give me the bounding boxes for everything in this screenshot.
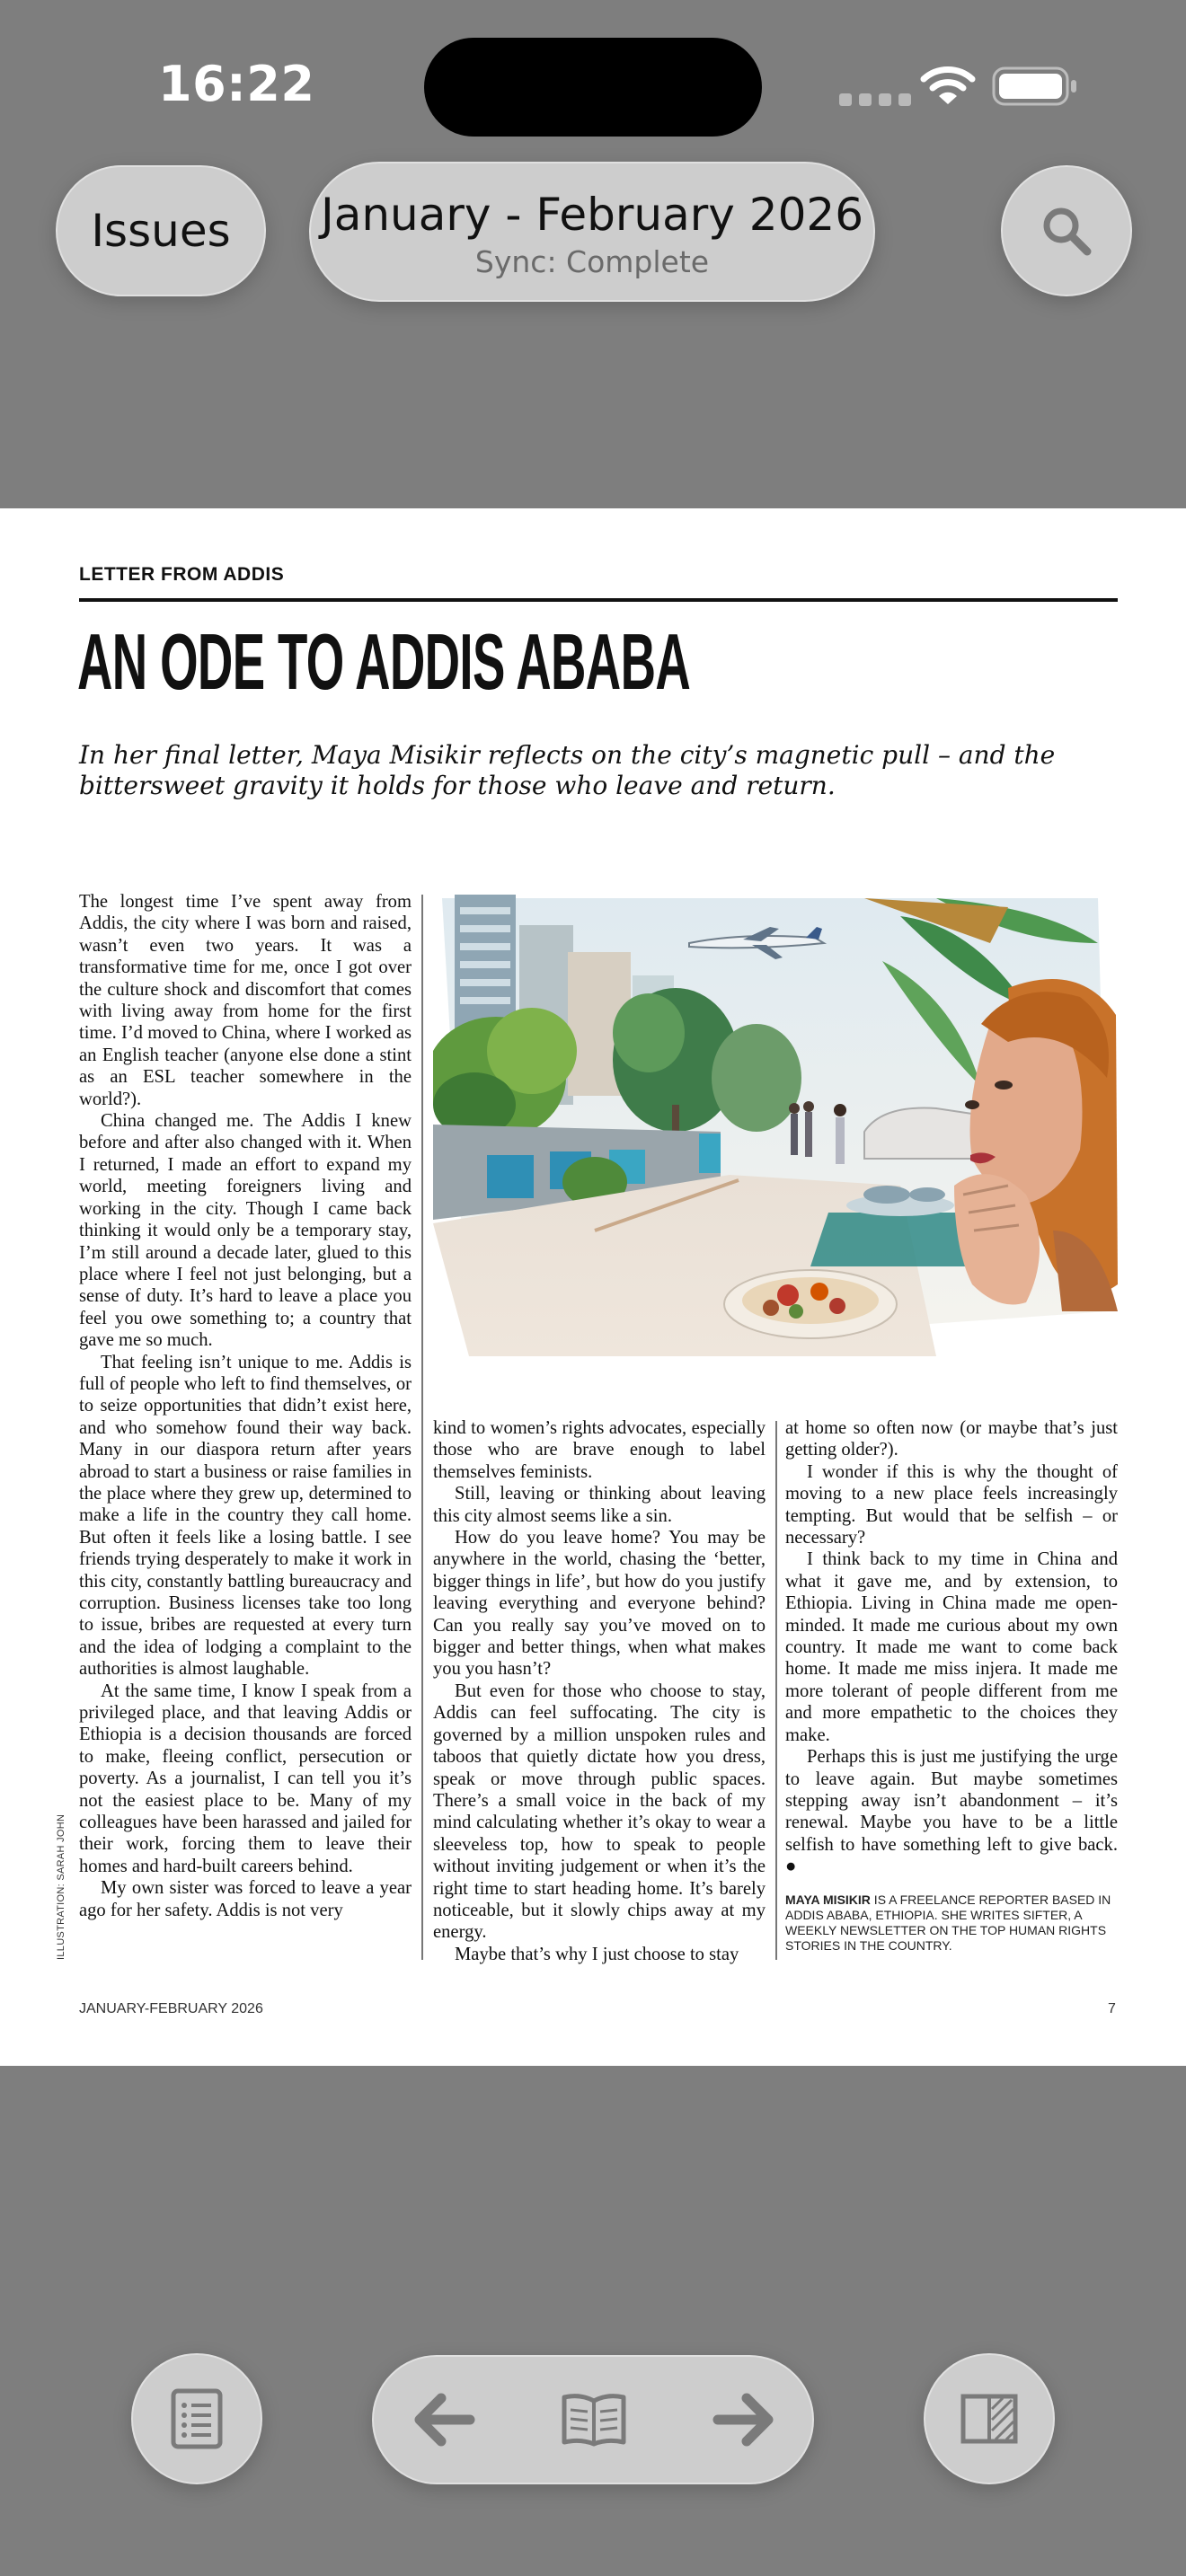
article-column-3 [785,1417,1118,1954]
paragraph: I wonder if this is why the thought of moving to a new place feels increasingly tempting. But would that be selfish – or necessary? [785,1461,1118,1548]
arrow-left-icon [411,2391,475,2448]
status-time: 16:22 [158,56,315,112]
paragraph: That feeling isn’t unique to me. Addis is full of people who left to find themselves, or to seize opportunities that didn’t exist here, and who somehow found their way back. Many in our diaspora return after years abroad to start a business or raise families in the place where they grew up, determined to make a life in the country they call home. But often it feels like a losing battle. I see friends trying desperately to make it work in this city, constantly battling bureaucracy and corruption. Business licenses take too long to issue, bribes are requested at every turn and the idea of lodging a complaint to the authorities is almost laughable. [79,1352,412,1680]
page-navigation [372,2355,814,2484]
paragraph: I think back to my time in China and what it gave me, and by extension, to Ethiopia. Living in China made me open-minded. It made me curious about my own country. It made me want to come back home. It made me miss injera. It made me more tolerant of people different from me and more empathetic to the choices they make. [785,1549,1118,1745]
issue-title: January - February 2026 [320,189,864,241]
wifi-icon [920,63,976,108]
author-bio [785,1892,1118,1954]
paragraph: The longest time I’ve spent away from Addis, the city where I was born and raised, wasn’t even two years. It was a transformative time for me, once I got over the culture shock and discomfort that comes with living away from home for the first time. I’d moved to China, where I worked as an English teacher (anyone else done a stint as an ESL teacher somewhere in the world?). [79,892,412,1109]
table-of-contents-button[interactable] [131,2353,262,2484]
page-layout-icon [960,2393,1019,2445]
author-name: MAYA MISIKIR [785,1892,871,1907]
paragraph: China changed me. The Addis I knew before and after also changed with it. When I returned, I made an effort to expand my world, meeting foreigners living and working in the city. Though I came back thinking it would only be a temporary stay, I’m still around a decade later, glued to this place where I feel not just belonging, but a sense of duty. It’s hard to leave a place you feel you owe something to; a country that gave me so much. [79,1111,412,1351]
illustration-credit: ILLUSTRATION: SARAH JOHN [56,1813,66,1960]
paragraph: But even for those who choose to stay, Addis can feel suffocating. The city is governed by a million unspoken rules and taboos that quietly dictate how you dress, speak or move through public spaces. There’s a small voice in the back of my mind calculating whether it’s okay to wear a sleeveless top, how to speak to people without inviting judgement or when it’s the right time to start heading home. It’s barely noticeable, but it slowly chips away at my energy. [433,1681,766,1943]
section-kicker: LETTER FROM ADDIS [79,564,285,585]
previous-page-button[interactable] [394,2357,492,2483]
battery-icon [992,66,1078,106]
article-column-2 [433,1417,766,1965]
magazine-page[interactable] [0,508,1186,2066]
paragraph: kind to women’s rights advocates, especially those who are brave enough to label themselves feminists. [433,1418,766,1482]
article-column-1 [79,891,412,1921]
list-icon [168,2387,226,2450]
page-layout-button[interactable] [924,2353,1055,2484]
arrow-right-icon [712,2391,777,2448]
paragraph: Perhaps this is just me justifying the urge to leave again. But maybe sometimes stepping away isn’t abandonment – it’s renewal. Maybe you have to be a little selfish to have something left to give back. ● [785,1747,1118,1877]
header-rule [79,598,1118,602]
page-number: 7 [1108,2001,1116,2016]
issues-button-label: Issues [91,205,231,257]
next-page-button[interactable] [695,2357,794,2483]
author-bio-text: IS A FREELANCE REPORTER BASED IN ADDIS ABABA, ETHIOPIA. SHE WRITES SIFTER, A WEEKLY NEWSLETTER ON THE TOP HUMAN RIGHTS STORIES IN THE COUNTRY. [785,1892,1111,1953]
footer-date: JANUARY-FEBRUARY 2026 [79,2001,263,2016]
column-divider [421,895,423,1960]
paragraph: Maybe that’s why I just choose to stay [455,1944,739,1964]
cellular-signal-icon [839,93,911,106]
column-divider [775,1421,777,1960]
paragraph: at home so often now (or maybe that’s just getting older?). [785,1418,1118,1460]
search-icon [1037,201,1096,260]
reader-mode-button[interactable] [544,2357,643,2483]
standfirst: In her final letter, Maya Misikir reflects on the city’s magnetic pull – and the bittersweet gravity it holds for those who leave and return. [79,740,1056,800]
search-button[interactable] [1001,165,1132,296]
paragraph: How do you leave home? You may be anywhere in the world, chasing the ‘better, bigger things in life’, but how do you justify leaving everything and everyone behind? Can you really say you’ve moved on to bigger and better things, when what makes you you hasn’t? [433,1528,766,1680]
street-illustration [433,889,1118,1365]
paragraph: My own sister was forced to leave a year ago for her safety. Addis is not very [79,1878,412,1920]
paragraph: At the same time, I know I speak from a privileged place, and that leaving Addis or Ethiopia is a decision thousands are forced to make, fleeing conflict, persecution or poverty. As a journalist, I can tell you it’s not the easiest place to be. Many of my colleagues have been harassed and jailed for their work, forcing them to leave their homes and hard-built careers behind. [79,1681,412,1876]
headline: AN ODE TO ADDIS ABABA [77,617,691,706]
paragraph: Still, leaving or thinking about leaving this city almost seems like a sin. [433,1484,766,1526]
open-book-icon [561,2392,627,2448]
issue-title-button[interactable] [309,162,875,302]
issues-button[interactable] [56,165,266,296]
dynamic-island [424,38,762,137]
sync-status: Sync: Complete [474,244,710,279]
